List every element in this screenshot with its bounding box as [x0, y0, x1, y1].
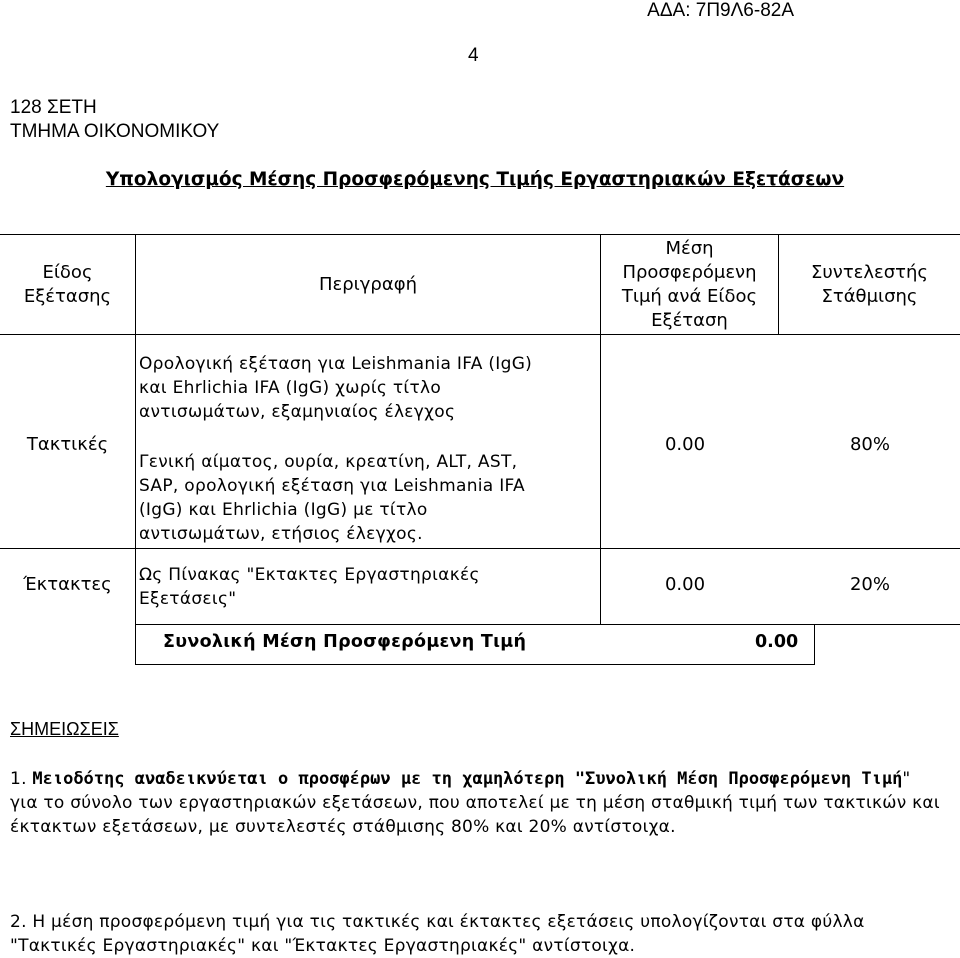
header-exam-type: Είδος Εξέτασης [23, 261, 112, 307]
table-rule [135, 624, 960, 625]
row-type-regular: Τακτικές [26, 434, 109, 455]
regular-avg-price: 0.00 [664, 434, 706, 455]
header-description: Περιγραφή [318, 273, 417, 295]
header-weight: Συντελεστής Στάθμισης [810, 261, 928, 307]
regular-description-1: Ορολογική εξέταση για Leishmania IFA (IgG) και Ehrlichia IFA (IgG) χωρίς τίτλο αντισωμάτων, εξαμηνιαίος έλεγχος [139, 354, 533, 422]
extraordinary-description: Ως Πίνακας "Εκτακτες Εργαστηριακές Εξετάσεις" [139, 565, 480, 609]
notes-heading: ΣΗΜΕΙΩΣΕΙΣ [10, 719, 119, 739]
total-label: Συνολική Μέση Προσφερόμενη Τιμή [163, 632, 527, 652]
table-rule [0, 548, 960, 549]
regular-weight: 80% [849, 434, 890, 455]
ada-code: ΑΔΑ: 7Π9Λ6-82Α [647, 0, 794, 21]
regular-description-2: Γενική αίματος, ουρία, κρεατίνη, ALT, AST, SAP, ορολογική εξέταση για Leishmania IFA (IgG) και Ehrlichia (IgG) με τίτλο αντισωμάτων, ετήσιος έλεγχος. [139, 452, 525, 544]
page-number: 4 [468, 45, 479, 66]
header-avg-price: Μέση Προσφερόμενη Τιμή ανά Είδος Εξέταση [621, 237, 758, 331]
document-title: Υπολογισμός Μέσης Προσφερόμενης Τιμής Εργαστηριακών Εξετάσεων [105, 169, 845, 190]
table-rule [135, 664, 815, 665]
note-2: 2. Η μέση προσφερόμενη τιμή για τις τακτικές και έκτακτες εξετάσεις υπολογίζονται στα φύλλα "Τακτικές Εργαστηριακές" και "Έκτακτες Εργαστηριακές" αντίστοιχα. [10, 912, 865, 956]
note-1: 1. Μειοδότης αναδεικνύεται ο προσφέρων με τη χαμηλότερη "Συνολική Μέση Προσφερόμενη Τιμή" για το σύνολο των εργαστηριακών εξετάσεων, που αποτελεί με τη μέση σταθμική τιμή των τακτικών και έκτακτων εξετάσεων, με συντελεστές στάθμισης 80% και 20% αντίστοιχα. [10, 769, 940, 837]
row-type-extraordinary: Έκτακτες [23, 574, 112, 595]
extraordinary-avg-price: 0.00 [664, 574, 706, 595]
org-department: ΤΜΗΜΑ ΟΙΚΟΝΟΜΙΚΟΥ [10, 121, 220, 142]
extraordinary-weight: 20% [849, 574, 890, 595]
table-rule [0, 334, 960, 335]
total-value: 0.00 [755, 632, 799, 652]
table-rule [814, 624, 815, 665]
org-unit: 128 ΣΕΤΗ [10, 97, 97, 118]
note-1-bold: Μειοδότης αναδεικνύεται ο προσφέρων με τη χαμηλότερη "Συνολική Μέση Προσφερόμενη Τιμή [32, 769, 903, 789]
